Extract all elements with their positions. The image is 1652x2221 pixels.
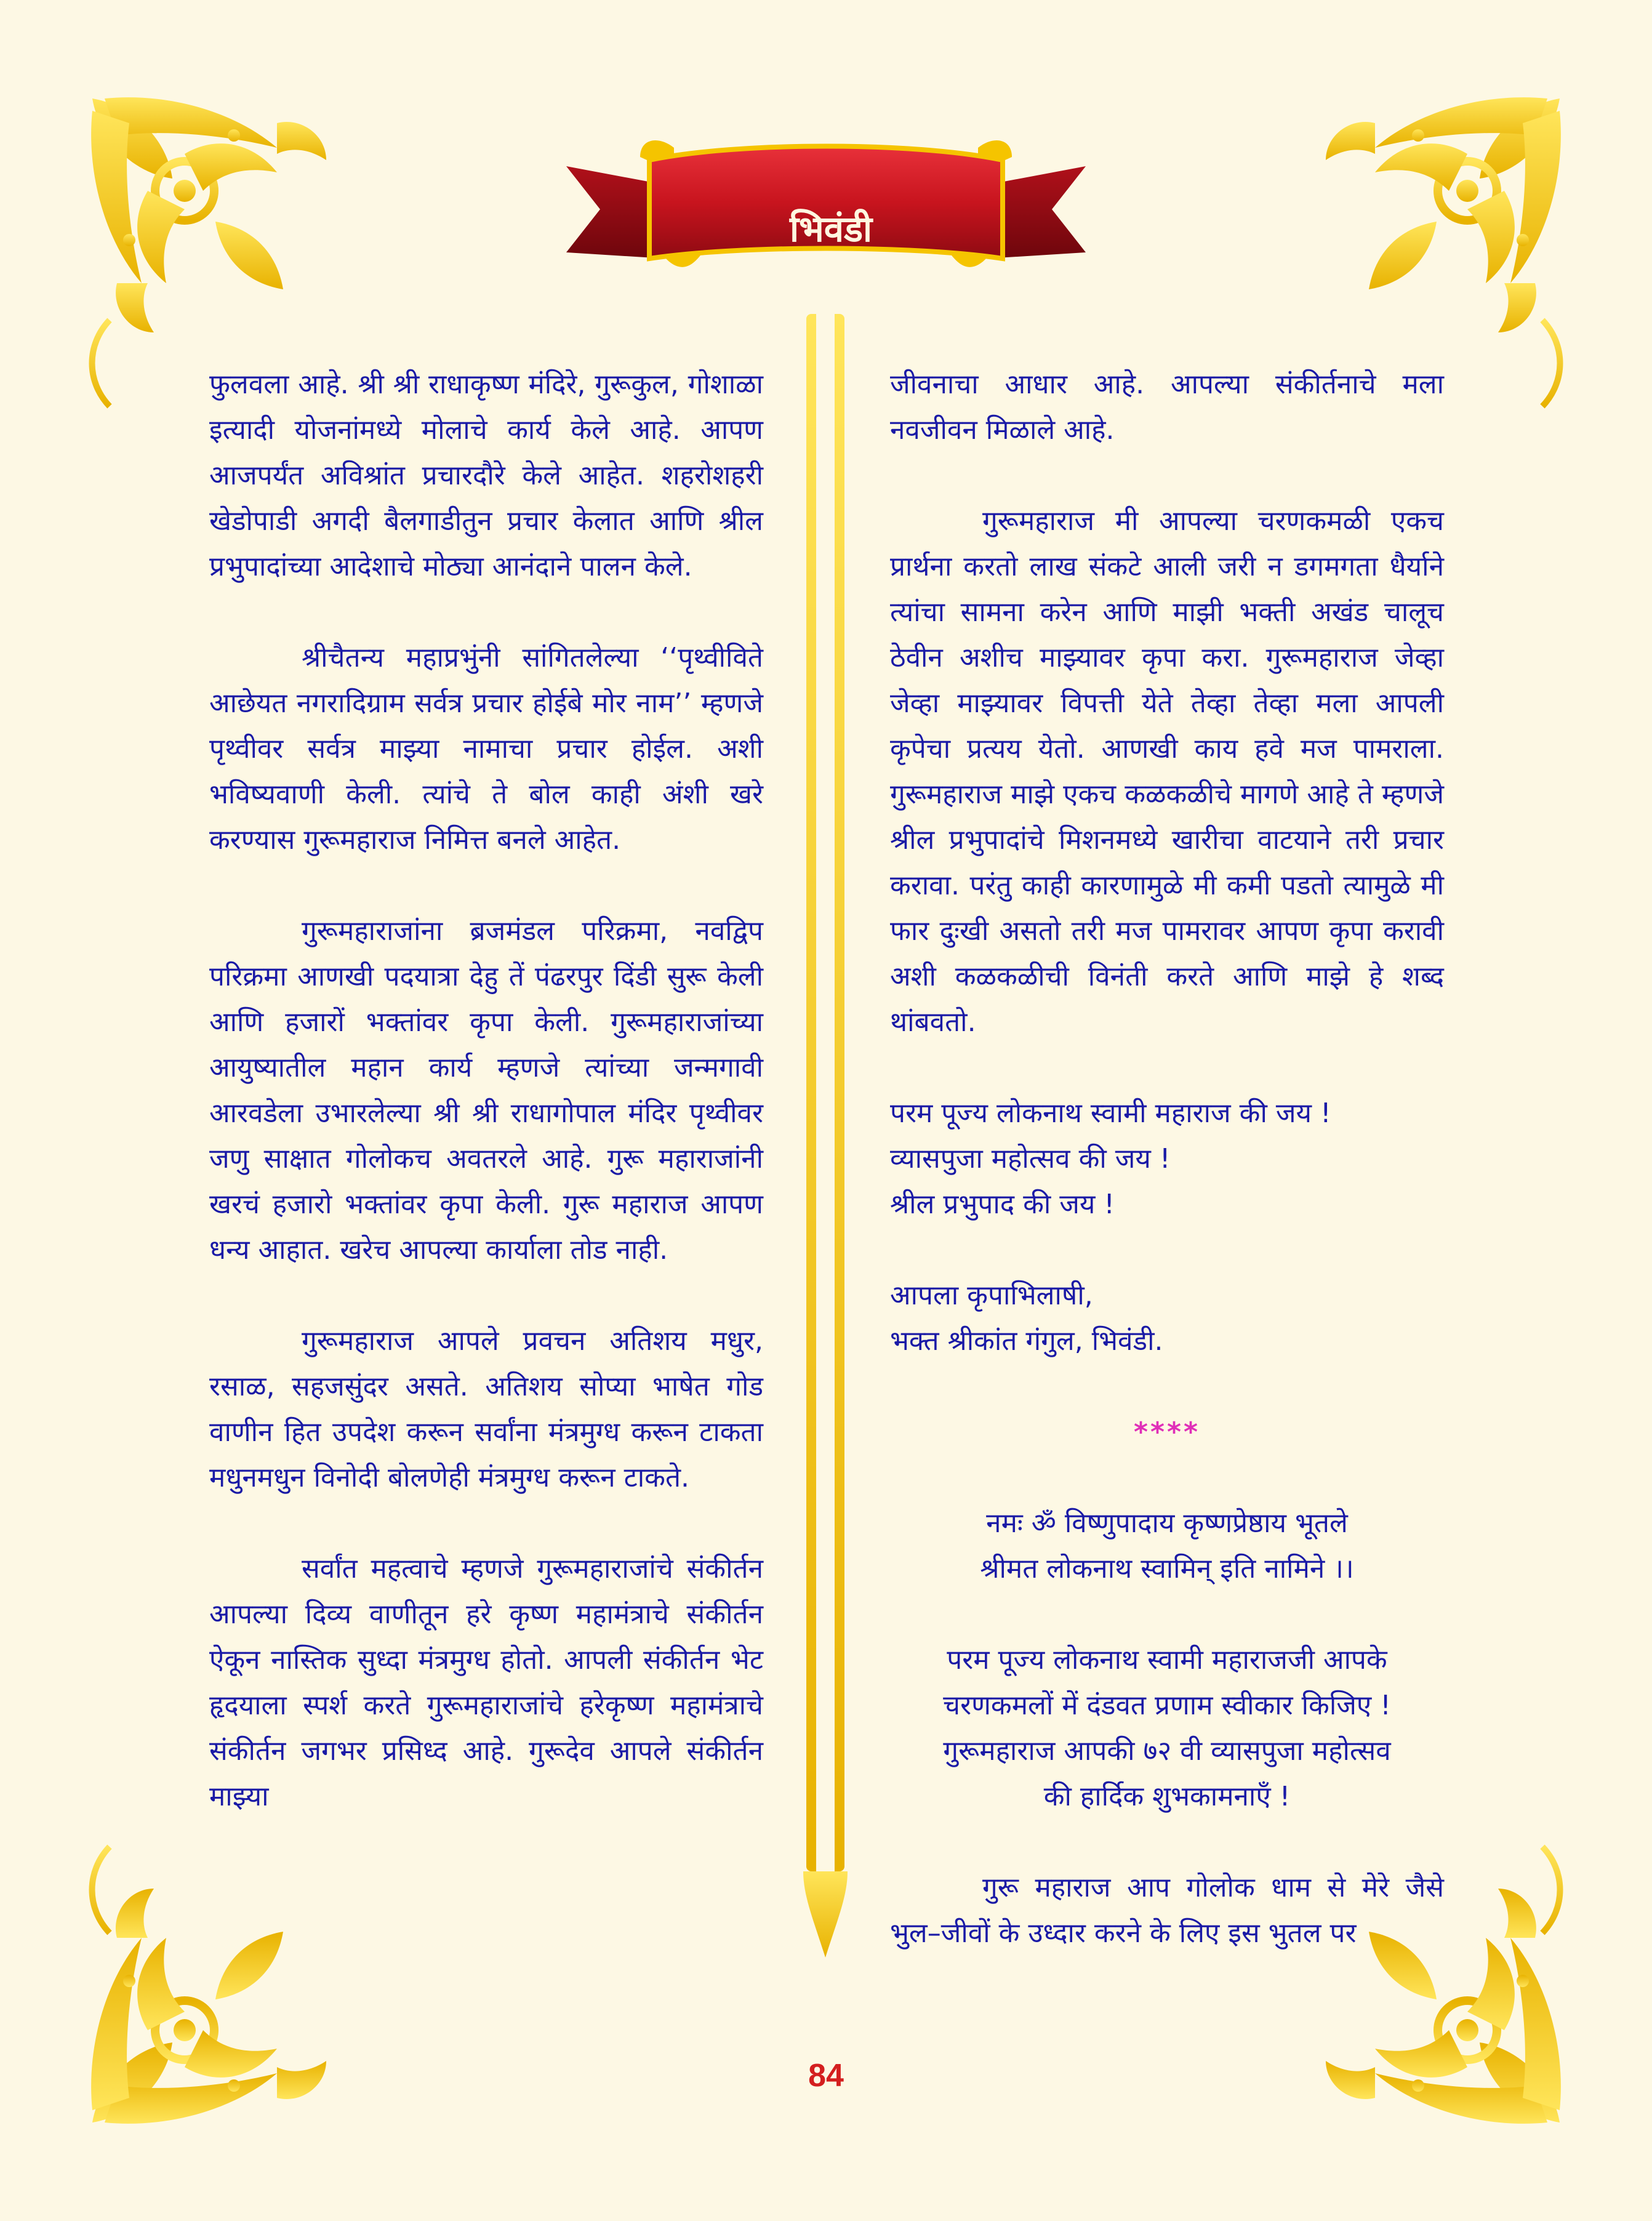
- jai-line: परम पूज्य लोकनाथ स्वामी महाराज की जय !: [890, 1098, 1331, 1129]
- left-column: [209, 362, 763, 1865]
- greeting-line: गुरूमहाराज आपकी ७२ वी व्यासपुजा महोत्सव: [943, 1735, 1391, 1767]
- greeting-line: की हार्दिक शुभकामनाएँ !: [1043, 1781, 1291, 1812]
- mantra-line: श्रीमत लोकनाथ स्वामिन् इति नामिने ।।: [980, 1553, 1354, 1584]
- paragraph: गुरूमहाराजांना ब्रजमंडल परिक्रमा, नवद्विप परिक्रमा आणखी पदयात्रा देहु तें पंढरपुर दिंडी सुरू केली आणि हजारों भक्तांवर कृपा केली. गुरूमहाराजांच्या आयुष्यातील महान कार्य म्हणजे त्यांच्या जन्मगावी आरवडेला उभारलेल्या श्री श्री राधागोपाल मंदिर पृथ्वीवर जणु साक्षात गोलोकच अवतरले आहे. गुरू महाराजांनी खरचं हजारो भक्तांवर कृपा केली. गुरू महाराज आपण धन्य आहात. खरेच आपल्या कार्याला तोड नाही.: [209, 915, 763, 1266]
- jai-block: [890, 1091, 1444, 1227]
- signature-line: आपला कृपाभिलाषी,: [890, 1280, 1093, 1311]
- greeting-line: परम पूज्य लोकनाथ स्वामी महाराजजी आपके: [947, 1644, 1387, 1676]
- paragraph: जीवनाचा आधार आहे. आपल्या संकीर्तनाचे मला नवजीवन मिळाले आहे.: [890, 369, 1444, 446]
- paragraph: फुलवला आहे. श्री श्री राधाकृष्ण मंदिरे, गुरूकुल, गोशाळा इत्यादी योजनांमध्ये मोलाचे कार्य केले आहे. आपण आजपर्यंत अविश्रांत प्रचारदौरे केले आहेत. शहरोशहरी खेडोपाडी अगदी बैलगाडीतुन प्रचार केलात आणि श्रील प्रभुपादांच्या आदेशाचे मोठ्या आनंदाने पालन केले.: [209, 369, 763, 582]
- separator-stars: ****: [1133, 1416, 1201, 1448]
- paragraph: गुरू महाराज आप गोलोक धाम से मेरे जैसे भुल–जीवों के उध्दार करने के लिए इस भुतल पर: [890, 1872, 1444, 1949]
- greeting-line: चरणकमलों में दंडवत प्रणाम स्वीकार किजिए !: [943, 1690, 1391, 1721]
- jai-line: व्यासपुजा महोत्सव की जय !: [890, 1143, 1171, 1175]
- paragraph: गुरूमहाराज मी आपल्या चरणकमळी एकच प्रार्थना करतो लाख संकटे आली जरी न डगमगता धैर्याने त्यांचा सामना करेन आणि माझी भक्ती अखंड चालूच ठेवीन अशीच माझ्यावर कृपा करा. गुरूमहाराज जेव्हा जेव्हा माझ्यावर विपत्ती येते तेव्हा तेव्हा मला आपली कृपेचा प्रत्यय येतो. आणखी काय हवे मज पामराला. गुरूमहाराज माझे एकच कळकळीचे मागणे आहे ते म्हणजे श्रील प्रभुपादांचे मिशनमध्ये खारीचा वाटयाने तरी प्रचार करावा. परंतु काही कारणामुळे मी कमी पडतो त्यामुळे मी फार दुःखी असतो तरी मज पामरावर आपण कृपा करावी अशी कळकळीची विनंती करते आणि माझे हे शब्द थांबवतो.: [890, 505, 1444, 1038]
- page-title: भिवंडी: [789, 208, 873, 250]
- paragraph: श्रीचैतन्य महाप्रभुंनी सांगितलेल्या ‘‘पृथ्वीविते आछेयत नगरादिग्राम सर्वत्र प्रचार होईबे मोर नाम’’ म्हणजे पृथ्वीवर सर्वत्र माझ्या नामाचा प्रचार होईल. अशी भविष्यवाणी केली. त्यांचे ते बोल काही अंशी खरे करण्यास गुरूमहाराज निमित्त बनले आहेत.: [209, 642, 763, 856]
- hindi-greeting: [890, 1637, 1444, 1820]
- right-column: [890, 362, 1444, 2002]
- paragraph: गुरूमहाराज आपले प्रवचन अतिशय मधुर, रसाळ, सहजसुंदर असते. अतिशय सोप्या भाषेत गोड वाणीन हित उपदेश करून सर्वांना मंत्रमुग्ध करून टाकता मधुनमधुन विनोदी बोलणेही मंत्रमुग्ध करून टाकते.: [209, 1325, 763, 1493]
- signature-line: भक्त श्रीकांत गंगुल, भिवंडी.: [890, 1325, 1163, 1357]
- paragraph: सर्वांत महत्वाचे म्हणजे गुरूमहाराजांचे संकीर्तन आपल्या दिव्य वाणीतून हरे कृष्ण महामंत्राचे संकीर्तन ऐकून नास्तिक सुध्दा मंत्रमुग्ध होतो. आपली संकीर्तन भेट हृदयाला स्पर्श करते गुरूमहाराजांचे हरेकृष्ण महामंत्राचे संकीर्तन जगभर प्रसिध्द आहे. गुरूदेव आपले संकीर्तन माझ्या: [209, 1553, 763, 1812]
- mantra-line: नमः ॐ विष्णुपादाय कृष्णप्रेष्ठाय भूतले: [986, 1508, 1348, 1539]
- mantra-block: [890, 1501, 1444, 1592]
- page-number: 84: [808, 2058, 844, 2094]
- signature-block: [890, 1273, 1444, 1364]
- jai-line: श्रील प्रभुपाद की जय !: [890, 1189, 1115, 1220]
